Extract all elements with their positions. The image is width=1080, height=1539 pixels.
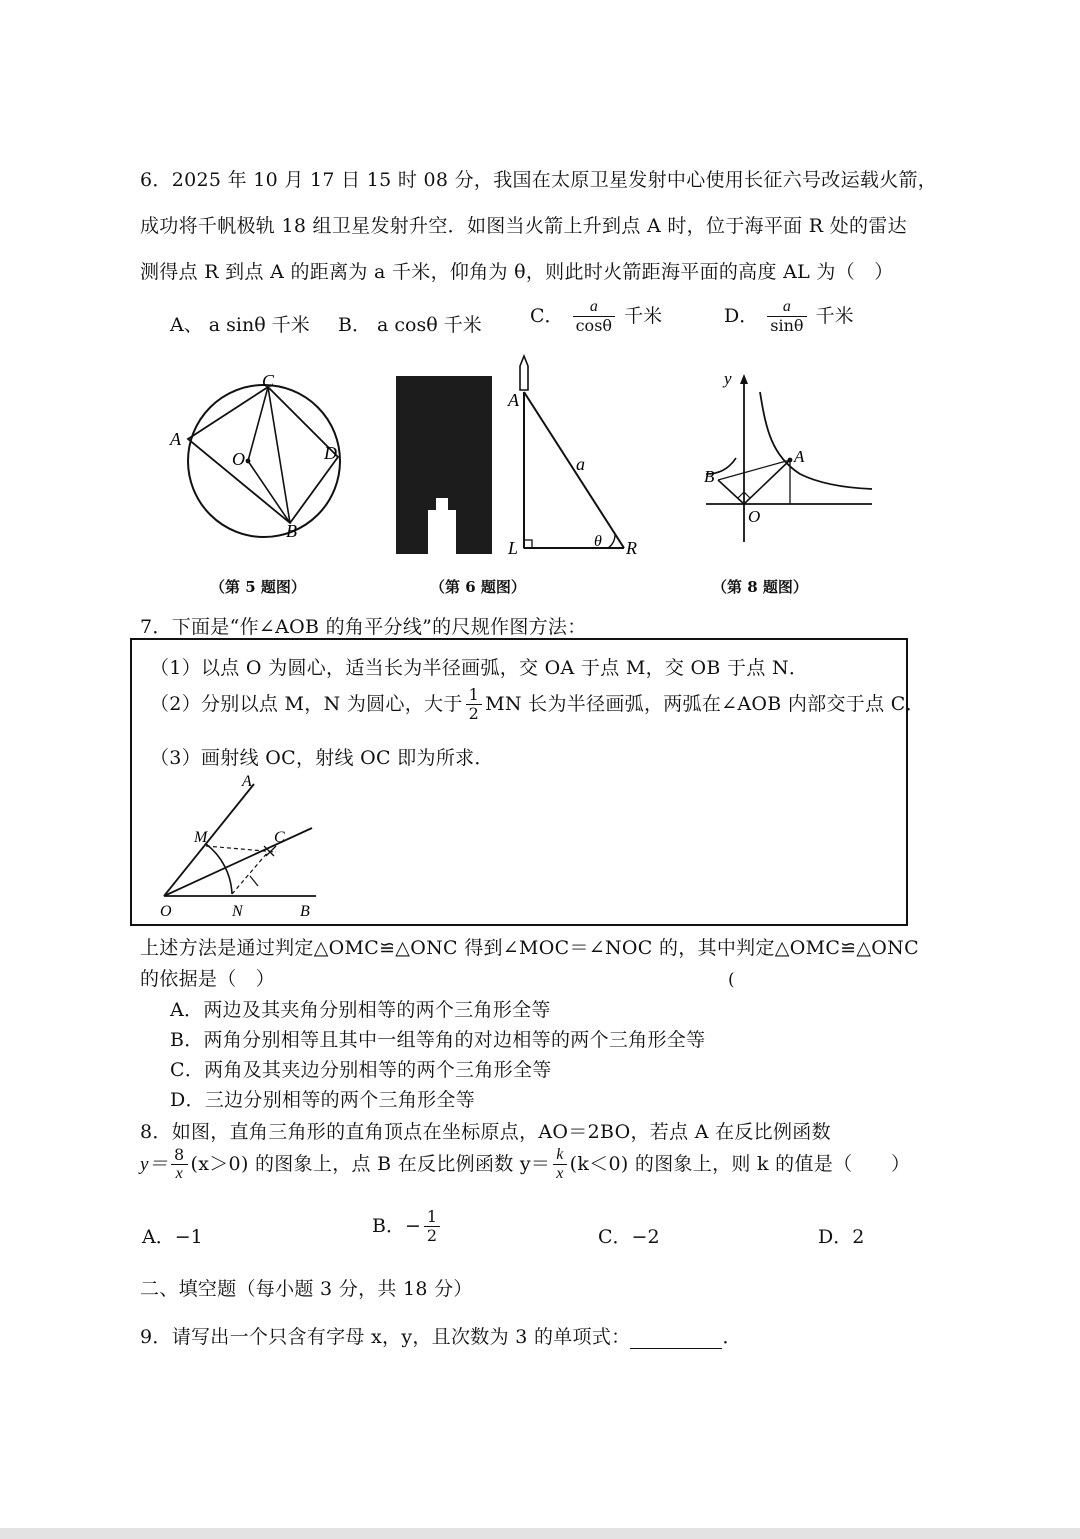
fig8-label-a: A [794,447,805,466]
fig5-label-o: O [232,449,245,469]
q6-option-d-numerator: a [767,298,806,317]
figure-8-graph [700,370,880,545]
q7-step-2-pre: （2）分别以点 M，N 为圆心，大于 [150,692,463,715]
q6-option-a-text: a sinθ 千米 [208,314,310,336]
q7-fig-label-b: B [300,903,310,920]
q9-line [140,1322,742,1349]
fig6-label-side: a [576,454,585,474]
fig8-label-b: B [704,467,715,486]
q6-option-c-unit: 千米 [624,304,663,327]
q8-option-c: C．−2 [598,1226,660,1248]
q8-condition-1: (x＞0) 的图象上，点 B 在反比例函数 y＝ [190,1152,551,1175]
q7-fig-label-o: O [160,903,172,920]
q6-line-3: 测得点 R 到点 A 的距离为 a 千米，仰角为 θ，则此时火箭距海平面的高度 AL 为（ ） [140,261,894,283]
q8-y-equals: y＝ [140,1153,169,1175]
q8-condition-2: (k＜0) 的图象上，则 k 的值是（ ） [569,1152,911,1175]
q8-fraction-2-denominator: x [556,1165,564,1183]
q8-option-a: A．−1 [142,1226,203,1248]
q7-step-2-denominator: 2 [468,704,480,724]
q8-option-d: D．2 [818,1226,865,1248]
fig5-label-d: D [324,443,337,463]
figure-6-rocket [392,350,652,565]
section-2-title: 二、填空题（每小题 3 分，共 18 分） [140,1278,473,1300]
fig8-caption: （第 8 题图） [712,578,808,596]
q6-option-d-denominator: sinθ [770,316,804,336]
fig6-label-theta: θ [594,533,602,550]
q7-fig-label-n: N [232,903,243,920]
q7-option-a: A．两边及其夹角分别相等的两个三角形全等 [170,999,551,1021]
q8-fraction-1 [171,1146,187,1184]
figure-5-circle [160,365,360,545]
q6-option-a-label: A、 [170,314,203,336]
q8-line-2 [140,1146,910,1184]
q6-option-a [170,310,310,337]
q8-fraction-2 [553,1146,566,1184]
q7-step-3: （3）画射线 OC，射线 OC 即为所求． [150,747,494,769]
q7-fig-label-c: C [274,829,285,846]
q7-step-2-post: MN 长为半径画弧，两弧在∠AOB 内部交于点 C． [485,692,925,715]
q7-option-c: C．两角及其夹边分别相等的两个三角形全等 [170,1059,552,1081]
fig6-caption: （第 6 题图） [430,578,526,596]
q8-fraction-1-denominator: x [175,1165,183,1183]
q6-line-2: 成功将千帆极轨 18 组卫星发射升空．如图当火箭上升到点 A 时，位于海平面 R 处的雷达 [140,215,907,237]
q7-stray-mark: ( [728,970,735,990]
q6-option-d-fraction [767,298,806,336]
q6-option-c-fraction [573,298,615,336]
q9-text: 9．请写出一个只含有字母 x，y，且次数为 3 的单项式： [140,1326,631,1348]
page-bottom-edge [0,1528,1080,1539]
q8-option-b-denominator: 2 [426,1226,438,1246]
q9-end: ． [722,1326,742,1348]
q7-after-line-1: 上述方法是通过判定△OMC≌△ONC 得到∠MOC＝∠NOC 的，其中判定△OMC≌△ONC [140,937,919,959]
fig6-label-r: R [626,538,637,558]
fig8-label-o: O [748,507,761,526]
q9-answer-blank[interactable] [630,1330,722,1349]
q7-after-line-2: 的依据是（ ） [140,968,276,990]
q8-option-b-label: B．− [372,1214,421,1237]
q7-step-2-fraction [466,686,482,724]
fig5-caption: （第 5 题图） [210,578,306,596]
rocket-icon [520,356,528,390]
q7-step-2-numerator: 1 [466,686,482,705]
q7-fig-label-a: A [242,773,252,790]
q6-option-c [530,298,662,336]
fig5-label-c: C [262,371,275,391]
fig6-label-l: L [508,538,519,558]
q7-fig-label-m: M [194,829,208,846]
q6-option-b-text: a cosθ 千米 [377,314,482,336]
q8-fraction-2-numerator: k [553,1146,566,1165]
q8-fraction-1-numerator: 8 [171,1146,187,1165]
q7-option-b: B．两角分别相等且其中一组等角的对边相等的两个三角形全等 [170,1029,706,1051]
fig6-label-a: A [508,390,519,410]
q7-step-2 [150,686,925,724]
q6-line-1: 6．2025 年 10 月 17 日 15 时 08 分，我国在太原卫星发射中心使用长征六号改运载火箭， [140,169,938,191]
q8-option-b [372,1208,443,1246]
fig8-label-y: y [724,370,732,388]
q7-step-1: （1）以点 O 为圆心，适当长为半径画弧，交 OA 于点 M，交 OB 于点 N． [150,657,809,679]
q6-option-b [338,310,482,337]
q8-option-b-numerator: 1 [424,1208,440,1227]
q8-option-b-fraction [424,1208,440,1246]
q6-option-c-label: C． [530,304,564,327]
q6-option-c-denominator: cosθ [575,316,613,336]
q8-line-1: 8．如图，直角三角形的直角顶点在坐标原点，AO＝2BO，若点 A 在反比例函数 [140,1121,831,1143]
fig5-label-a: A [170,429,181,449]
q6-option-d-label: D． [724,304,759,327]
q6-option-c-numerator: a [573,298,615,317]
q7-figure-bisector [150,768,340,920]
q6-option-d [724,298,854,336]
q6-option-b-label: B． [338,314,371,336]
q7-intro: 7．下面是“作∠AOB 的角平分线”的尺规作图方法： [140,616,587,638]
q6-option-d-unit: 千米 [815,304,854,327]
q7-option-d: D．三边分别相等的两个三角形全等 [170,1089,476,1111]
fig5-label-b: B [286,521,297,541]
